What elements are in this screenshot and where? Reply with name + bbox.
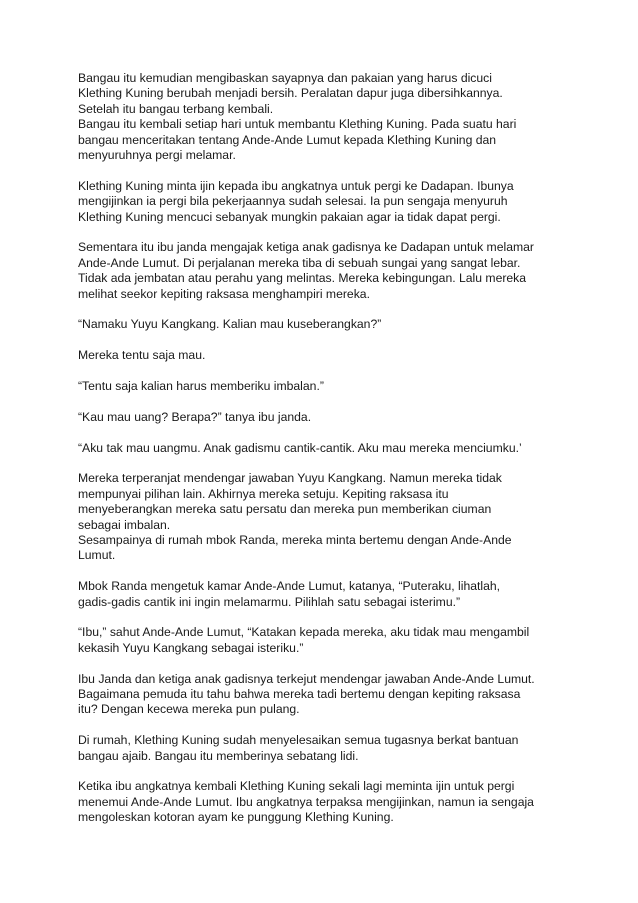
- text-line: “Aku tak mau uangmu. Anak gadismu cantik-cantik. Aku mau mereka menciumku.’: [78, 440, 522, 455]
- text-line: itu? Dengan kecewa mereka pun pulang.: [78, 702, 300, 717]
- paragraph-2: [78, 117, 578, 163]
- text-line: kekasih Yuyu Kangkang sebagai isteriku.”: [78, 640, 304, 655]
- text-line: bangau menceritakan tentang Ande-Ande Lumut kepada Klething Kuning dan: [78, 132, 497, 147]
- text-line: Tidak ada jembatan atau perahu yang melintas. Mereka kebingungan. Lalu mereka: [78, 271, 527, 286]
- text-line: Setelah itu bangau terbang kembali.: [78, 101, 274, 116]
- paragraph-9: [78, 441, 578, 456]
- text-line: “Ibu,” sahut Ande-Ande Lumut, “Katakan kepada mereka, aku tidak mau mengambil: [78, 625, 530, 640]
- text-line: Klething Kuning berubah menjadi bersih. Peralatan dapur juga dibersihkannya.: [78, 86, 503, 101]
- text-line: Mereka terperanjat mendengar jawaban Yuyu Kangkang. Namun mereka tidak: [78, 471, 502, 486]
- text-line: bangau ajaib. Bangau itu memberinya sebatang lidi.: [78, 748, 359, 763]
- text-line: Ketika ibu angkatnya kembali Klething Kuning sekali lagi meminta ijin untuk pergi: [78, 779, 515, 794]
- text-line: Di rumah, Klething Kuning sudah menyelesaikan semua tugasnya berkat bantuan: [78, 733, 519, 748]
- text-line: melihat seekor kepiting raksasa menghampiri mereka.: [78, 286, 370, 301]
- text-line: menyuruhnya pergi melamar.: [78, 148, 236, 163]
- paragraph-5: [78, 317, 578, 332]
- paragraph-15: [78, 733, 578, 764]
- text-line: mempunyai pilihan lain. Akhirnya mereka setuju. Kepiting raksasa itu: [78, 486, 449, 501]
- text-line: Ande-Ande Lumut. Di perjalanan mereka tiba di sebuah sungai yang sangat lebar.: [78, 255, 521, 270]
- paragraph-11: [78, 533, 578, 564]
- paragraph-4: [78, 240, 578, 302]
- text-line: Bagaimana pemuda itu tahu bahwa mereka tadi bertemu dengan kepiting raksasa: [78, 687, 521, 702]
- text-line: mengoleskan kotoran ayam ke punggung Klething Kuning.: [78, 810, 394, 825]
- text-line: sebagai imbalan.: [78, 517, 171, 532]
- text-line: Mereka tentu saja mau.: [78, 348, 206, 363]
- text-line: Bangau itu kembali setiap hari untuk membantu Klething Kuning. Pada suatu hari: [78, 117, 517, 132]
- text-line: Sesampainya di rumah mbok Randa, mereka minta bertemu dengan Ande-Ande: [78, 533, 512, 548]
- text-line: mengijinkan ia pergi bila pekerjaannya sudah selesai. Ia pun sengaja menyuruh: [78, 194, 508, 209]
- paragraph-16: [78, 779, 578, 825]
- paragraph-3: [78, 179, 578, 225]
- text-line: gadis-gadis cantik ini ingin melamarmu. Pilihlah satu sebagai isterimu.”: [78, 594, 461, 609]
- text-line: “Tentu saja kalian harus memberiku imbalan.”: [78, 379, 324, 394]
- text-line: Mbok Randa mengetuk kamar Ande-Ande Lumut, katanya, “Puteraku, lihatlah,: [78, 579, 501, 594]
- text-line: menyeberangkan mereka satu persatu dan mereka pun memberikan ciuman: [78, 502, 492, 517]
- text-line: Lumut.: [78, 548, 116, 563]
- paragraph-13: [78, 625, 578, 656]
- paragraph-12: [78, 579, 578, 610]
- text-line: “Namaku Yuyu Kangkang. Kalian mau kuseberangkan?”: [78, 317, 382, 332]
- paragraph-7: [78, 379, 578, 394]
- text-line: menemui Ande-Ande Lumut. Ibu angkatnya terpaksa mengijinkan, namun ia sengaja: [78, 794, 534, 809]
- document-body: [78, 71, 578, 841]
- text-line: Ibu Janda dan ketiga anak gadisnya terkejut mendengar jawaban Ande-Ande Lumut.: [78, 671, 535, 686]
- paragraph-8: [78, 410, 578, 425]
- text-line: Klething Kuning minta ijin kepada ibu angkatnya untuk pergi ke Dadapan. Ibunya: [78, 178, 514, 193]
- text-line: Bangau itu kemudian mengibaskan sayapnya dan pakaian yang harus dicuci: [78, 71, 492, 85]
- text-line: “Kau mau uang? Berapa?” tanya ibu janda.: [78, 409, 312, 424]
- paragraph-14: [78, 672, 578, 718]
- text-line: Klething Kuning mencuci sebanyak mungkin pakaian agar ia tidak dapat pergi.: [78, 209, 501, 224]
- text-line: Sementara itu ibu janda mengajak ketiga anak gadisnya ke Dadapan untuk melamar: [78, 240, 534, 255]
- paragraph-1: [78, 71, 578, 117]
- paragraph-10: [78, 471, 578, 533]
- paragraph-6: [78, 348, 578, 363]
